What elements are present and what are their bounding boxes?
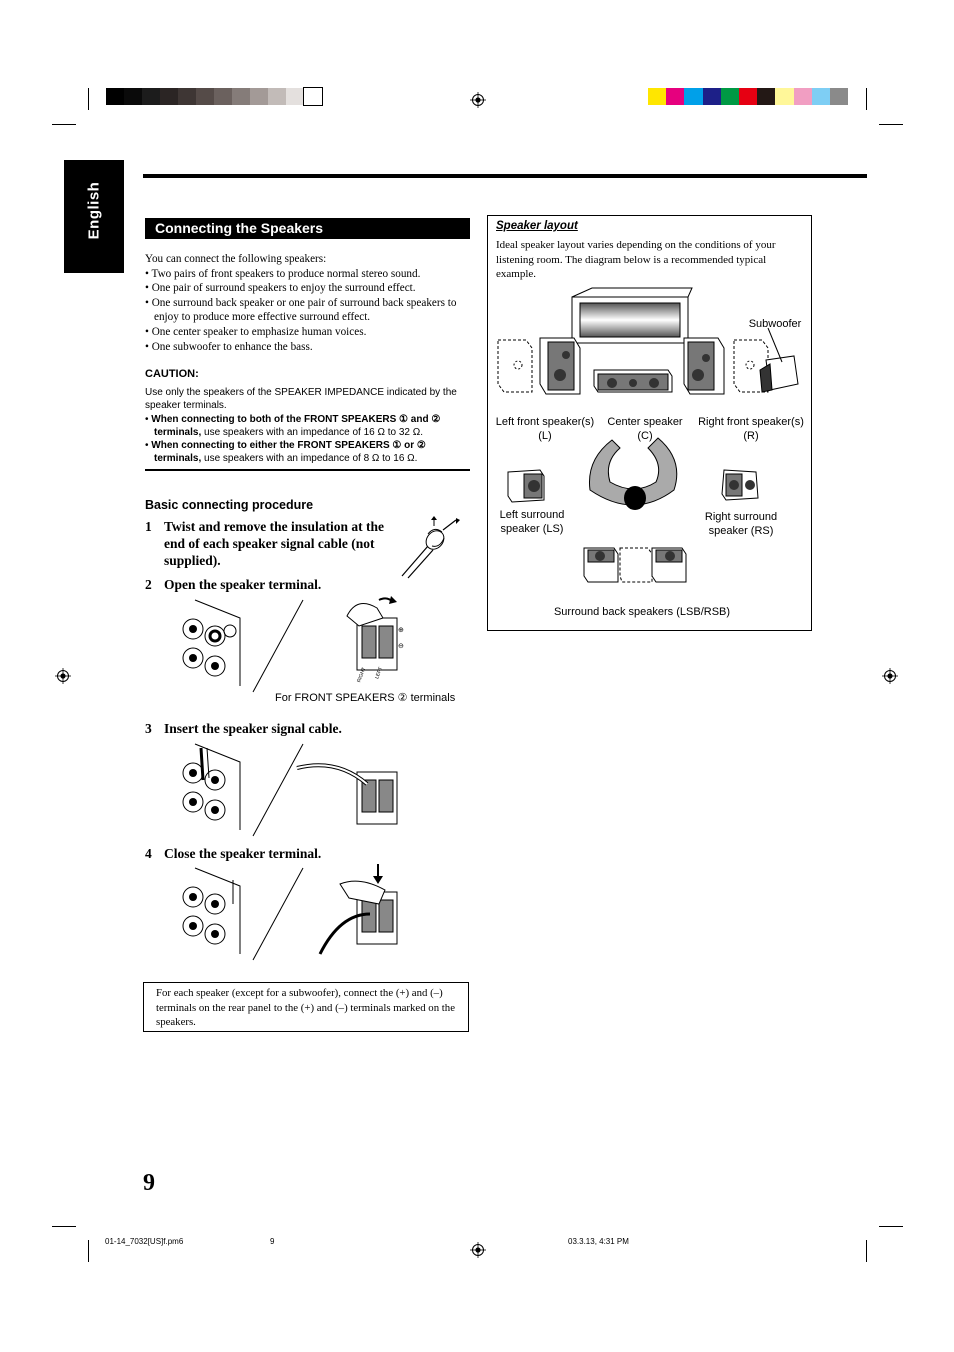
footer-page: 9 — [270, 1237, 275, 1246]
caution-list — [145, 413, 470, 466]
caution-item-text: use speakers with an impedance of 16 Ω to 32 Ω. — [201, 426, 423, 438]
rear-panel-terminals — [183, 600, 240, 686]
caution-item-bold: When connecting to either the FRONT SPEAKERS ① or ② terminals, — [151, 440, 426, 465]
color-swatch — [106, 88, 124, 105]
color-swatch — [739, 88, 757, 105]
color-swatch — [812, 88, 830, 105]
speaker-list — [145, 267, 470, 355]
language-tab-label: English — [85, 181, 103, 240]
right-surround-label-line2: speaker (RS) — [708, 525, 774, 537]
crop-mark — [88, 1240, 89, 1262]
step-text: Open the speaker terminal. — [164, 577, 322, 592]
left-surround-speaker-icon — [508, 470, 544, 502]
color-swatch — [721, 88, 739, 105]
crop-mark — [879, 1226, 903, 1227]
color-swatch — [268, 88, 286, 105]
terminal-caption: For FRONT SPEAKERS ② terminals — [275, 692, 456, 704]
right-front-label-line1: Right front speaker(s) — [698, 416, 804, 428]
color-swatch — [142, 88, 160, 105]
list-item: • One subwoofer to enhance the bass. — [145, 340, 313, 353]
terminal-insert-illustration — [175, 740, 420, 840]
crop-mark — [866, 88, 867, 110]
caution-rule — [145, 469, 470, 471]
registration-mark-icon — [882, 668, 898, 684]
center-label — [600, 415, 690, 443]
color-swatch — [830, 88, 848, 105]
color-swatch — [124, 88, 142, 105]
step-1 — [145, 518, 390, 569]
color-swatch — [684, 88, 702, 105]
color-swatch — [160, 88, 178, 105]
center-label-line1: Center speaker — [607, 416, 683, 428]
subwoofer-label: Subwoofer — [748, 318, 802, 330]
step-text: Twist and remove the insulation at the end of each speaker signal cable (not supplied). — [164, 519, 385, 568]
color-swatch — [648, 88, 666, 105]
right-front-speaker-icon — [684, 338, 768, 394]
header-rule — [143, 174, 867, 178]
right-surround-label-line1: Right surround — [704, 511, 778, 523]
color-swatch — [214, 88, 232, 105]
color-swatch — [196, 88, 214, 105]
terminal-plus-mark: ⊕ — [398, 627, 404, 634]
right-surround-label — [696, 510, 786, 538]
surround-back-label: Surround back speakers (LSB/RSB) — [553, 606, 731, 618]
color-swatch — [666, 88, 684, 105]
procedure-title: Basic connecting procedure — [145, 498, 314, 512]
color-swatch — [703, 88, 721, 105]
left-surround-label — [490, 508, 574, 536]
registration-mark-icon — [470, 92, 486, 108]
intro-lead: You can connect the following speakers: — [145, 253, 327, 265]
color-swatch — [775, 88, 793, 105]
left-surround-label-line1: Left surround — [499, 509, 565, 521]
terminal-left-label: LEFT — [374, 666, 385, 680]
left-surround-label-line2: speaker (LS) — [500, 523, 564, 535]
footer-file: 01-14_7032[US]f.pm6 — [105, 1237, 184, 1246]
color-swatch — [304, 88, 322, 105]
color-swatch — [286, 88, 304, 105]
crop-mark — [866, 1240, 867, 1262]
caution-item: • When connecting to both of the FRONT SPEAKERS ① and ② terminals, use speakers with an impedance of 16 Ω to 32 Ω. — [145, 413, 441, 438]
step-number: 4 — [145, 846, 152, 861]
right-front-label — [692, 415, 810, 443]
intro-text — [145, 252, 470, 354]
terminal-minus-mark: ⊖ — [398, 643, 404, 650]
caution-body — [145, 386, 470, 466]
list-item: • One center speaker to emphasize human voices. — [145, 325, 367, 338]
page-number: 9 — [143, 1170, 155, 1196]
spring-terminal — [347, 596, 397, 670]
list-item: • Two pairs of front speakers to produce normal stereo sound. — [145, 267, 421, 280]
crop-mark — [879, 124, 903, 125]
color-swatch — [250, 88, 268, 105]
cable-twist-illustration — [398, 516, 468, 580]
subwoofer-icon — [760, 328, 798, 392]
left-front-label — [489, 415, 601, 443]
section-title: Connecting the Speakers — [145, 218, 470, 239]
note-box: For each speaker (except for a subwoofer), connect the (+) and (–) terminals on the rear panel to the (+) and (–) terminals marked on the speakers. — [143, 982, 469, 1032]
step-number: 3 — [145, 721, 152, 736]
listener-icon — [589, 438, 676, 510]
crop-mark — [52, 124, 76, 125]
step-3 — [145, 720, 342, 737]
tv-icon — [572, 288, 692, 343]
caution-text: Use only the speakers of the SPEAKER IMPEDANCE indicated by the speaker terminals. — [145, 387, 457, 412]
color-swatch — [178, 88, 196, 105]
terminal-open-illustration — [175, 596, 420, 696]
footer-date: 03.3.13, 4:31 PM — [568, 1237, 629, 1246]
registration-mark-icon — [55, 668, 71, 684]
step-2 — [145, 576, 321, 593]
center-label-line2: (C) — [637, 430, 653, 442]
list-item: • One surround back speaker or one pair of surround back speakers to enjoy to produce more effective surround effect. — [145, 296, 457, 324]
step-number: 2 — [145, 577, 152, 592]
color-swatch — [757, 88, 775, 105]
crop-mark — [52, 1226, 76, 1227]
speaker-layout-text: Ideal speaker layout varies depending on the conditions of your listening room. The diagram below is a recommended typical example. — [496, 239, 776, 281]
language-tab — [64, 160, 124, 273]
caution-item: • When connecting to either the FRONT SPEAKERS ① or ② terminals, use speakers with an impedance of 8 Ω to 16 Ω. — [145, 440, 426, 465]
list-item: • One pair of surround speakers to enjoy the surround effect. — [145, 282, 416, 295]
color-swatch — [232, 88, 250, 105]
left-front-label-line2: (L) — [538, 430, 552, 442]
speaker-layout-title: Speaker layout — [496, 220, 578, 232]
right-front-label-line2: (R) — [743, 430, 759, 442]
color-swatch — [794, 88, 812, 105]
step-text: Insert the speaker signal cable. — [164, 721, 342, 736]
step-number: 1 — [145, 519, 152, 534]
left-front-speaker-icon — [498, 338, 580, 394]
caution-item-text: use speakers with an impedance of 8 Ω to 16 Ω. — [201, 453, 418, 465]
center-speaker-icon — [594, 370, 672, 392]
registration-mark-icon — [470, 1242, 486, 1258]
terminal-right-label: RIGHT — [356, 666, 368, 684]
step-text: Close the speaker terminal. — [164, 846, 322, 861]
step-4 — [145, 845, 321, 862]
caution-title: CAUTION: — [145, 368, 199, 380]
terminal-close-illustration — [175, 864, 420, 964]
right-surround-speaker-icon — [722, 470, 758, 500]
crop-mark — [88, 88, 89, 110]
caution-item-bold: When connecting to both of the FRONT SPEAKERS ① and ② terminals, — [151, 413, 441, 438]
left-front-label-line1: Left front speaker(s) — [495, 416, 595, 428]
surround-back-speakers-icon — [584, 548, 686, 582]
